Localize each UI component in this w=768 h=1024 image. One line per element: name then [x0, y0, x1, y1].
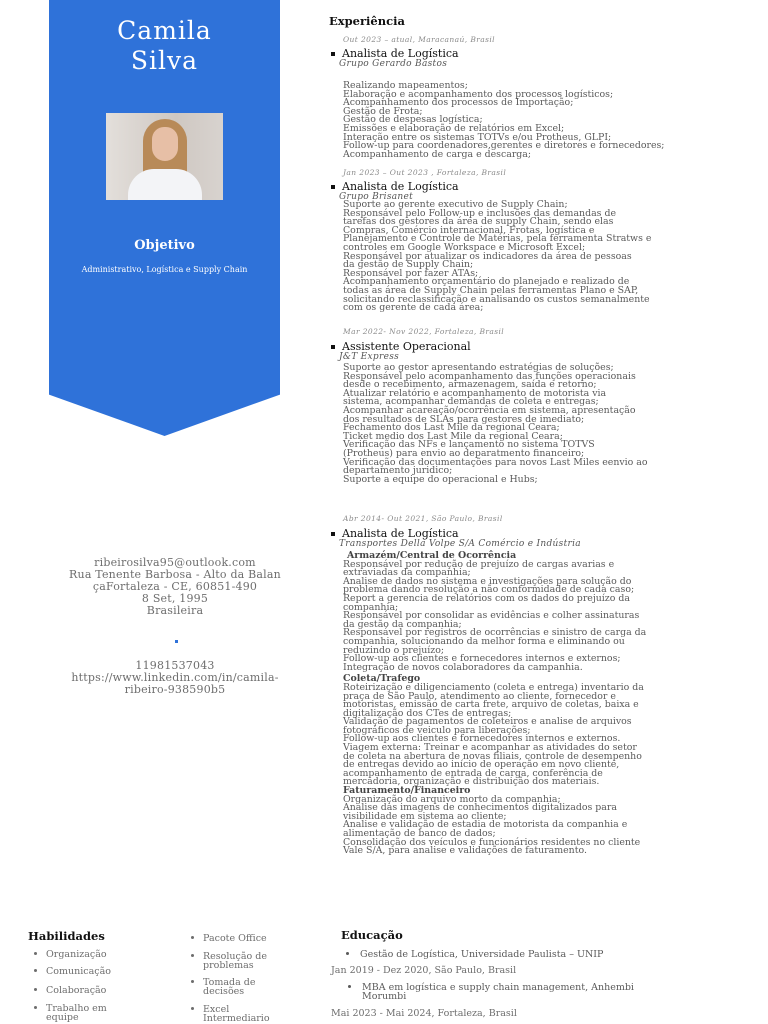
- skill-item: Organização: [46, 950, 107, 959]
- contact-address-line1: Rua Tenente Barbosa - Alto da Balan: [69, 568, 281, 581]
- job-meta: Mar 2022- Nov 2022, Fortaleza, Brasil: [343, 327, 505, 336]
- contact-linkedin-line2[interactable]: ribeiro-938590b5: [124, 683, 226, 696]
- job-title: Analista de Logística: [331, 180, 459, 193]
- contact-address-line2: çaFortaleza - CE, 60851-490: [92, 580, 258, 593]
- job-title: Analista de Logística: [331, 47, 459, 60]
- job-description: Armazém/Central de Ocorrência Responsável por redução de prejuízo de cargas avarias e extraviadas da companhia; Analise de dados no sistema e investigações para solução do problema dando resolução a não conformidade de cada caso; Report a gerencia de relatórios com os dados do prejuízo da companhia; Responsável por consolidar as evidências e colher assinaturas da gestão da companhia; Responsável por registros de ocorrências e sinistro de carga da companhia, solucionando da melhor forma e eliminando ou reduzindo o prejuízo; Follow-up aos clientes e fornecedores internos e externos; Integração de novos colaboradores da campanhia. Coleta/Trafego Roteirização e diligenciamento (coleta e entrega) inventario da praça de São Paulo, atendimento ao cliente, fornecedor e motoristas, emissão de carta frete, arquivo de coletas, baixa e digitalização dos CTes de entregas; Validação de pagamentos de coleteiros e analise de arquivos fotográficos de veiculo para liberações; Follow-up aos clientes e fornecedores internos e externos. Viagem externa: Treinar e acompanhar as atividades do setor de coleta na abertura de novas filiais, controle de desempenho de entregas devido ao início de operação em novo cliente, acompanhamento de entrada de carga, conferência de mercadoria, organização e distribuição dos materiais. Faturamento/Financeiro Organização do arquivo morto da companhia; Analise das imagens de conhecimentos digitalizados para visibilidade em sistema ao cliente; Analise e validação de estadia de motorista da companhia e alimentação de banco de dados; Consolidação dos veículos e funcionários residentes no cliente Vale S/A, para analise e validações de faturamento.: [343, 550, 647, 857]
- job-company: Grupo Brisanet: [339, 192, 414, 202]
- skill-item: Comunicação: [46, 967, 111, 976]
- skill-item: Pacote Office: [203, 934, 267, 943]
- job-meta: Abr 2014- Out 2021, São Paulo, Brasil: [343, 514, 503, 523]
- bullet-icon: [331, 345, 335, 349]
- skill-item: Excel: [203, 1005, 229, 1014]
- contact-birthdate: 8 Set, 1995: [141, 592, 209, 605]
- skill-item-cont: problemas: [203, 960, 254, 971]
- objective-title: Objetivo: [134, 238, 195, 253]
- skill-item: Tomada de: [203, 978, 255, 987]
- bullet-icon: [331, 185, 335, 189]
- experience-title: Experiência: [329, 14, 405, 28]
- job-title: Analista de Logística: [331, 527, 459, 540]
- skill-item-cont: equipe: [46, 1012, 79, 1023]
- first-name: Camila: [117, 16, 212, 45]
- last-name: Silva: [130, 46, 199, 75]
- skill-item: Resolução de: [203, 952, 267, 961]
- contact-email[interactable]: ribeirosilva95@outlook.com: [94, 556, 256, 569]
- skill-item: Colaboração: [46, 986, 106, 995]
- contact-phone[interactable]: 11981537043: [135, 659, 215, 672]
- job-company: Transportes Della Volpe S/A Comércio e Indústria: [339, 539, 581, 549]
- skill-item-cont: Intermediario: [203, 1013, 270, 1024]
- profile-photo: [106, 113, 223, 200]
- job-company: Grupo Gerardo Bastos: [339, 59, 448, 69]
- contact-nationality: Brasileira: [146, 604, 204, 617]
- bullet-icon: [331, 532, 335, 536]
- bullet-icon: [331, 52, 335, 56]
- education-item: MBA em logística e supply chain management, Anhembi: [362, 983, 634, 992]
- job-title: Assistente Operacional: [331, 340, 471, 353]
- education-date: Mai 2023 - Mai 2024, Fortaleza, Brasil: [331, 1008, 517, 1019]
- job-meta: Out 2023 – atual, Maracanaú, Brasil: [343, 35, 495, 44]
- skill-item: Trabalho em: [46, 1004, 107, 1013]
- job-description: Suporte ao gerente executivo de Supply Chain; Responsável pelo Follow-up e inclusões das demandas de tarefas dos gestores da área de supply Chain, sendo elas Compras, Comércio internacional, Frotas, logística e Planejamento e Controle de Matérias, pela ferramenta Stratws e controles em Google Workspace e Microsoft Excel; Responsável por atualizar os indicadores da área de pessoas da gestão de Supply Chain; Responsável por fazer ATAs; Acompanhamento orçamentário do planejado e realizado de todas as área de Supply Chain pelas ferramentas Plano e SAP, solicitando reclassificação e analisando os custos semanalmente com os gerente de cada área;: [343, 199, 652, 314]
- job-meta: Jan 2023 – Out 2023 , Fortaleza, Brasil: [343, 168, 507, 177]
- education-item: Gestão de Logística, Universidade Paulista – UNIP: [360, 950, 603, 959]
- job-description: Realizando mapeamentos; Elaboração e acompanhamento dos processos logísticos; Acompanhamento dos processos de Importação; Gestão de Frota; Gestão de despesas logística; Emissões e elaboração de relatórios em Excel; Interação entre os sistemas TOTVs e/ou Protheus, GLPI; Follow-up para coordenadores,gerentes e diretores e fornecedores; Acompanhamento de carga e descarga;: [343, 80, 665, 160]
- objective-text: Administrativo, Logística e Supply Chain: [81, 265, 248, 274]
- education-date: Jan 2019 - Dez 2020, São Paulo, Brasil: [331, 965, 517, 976]
- contact-linkedin-line1[interactable]: https://www.linkedin.com/in/camila-: [71, 671, 279, 684]
- skill-item-cont: decisões: [203, 986, 245, 997]
- education-item-cont: Morumbi: [362, 991, 407, 1002]
- job-company: J&T Express: [339, 352, 400, 362]
- skills-title: Habilidades: [28, 929, 105, 943]
- job-description: Suporte ao gestor apresentando estratégias de soluções; Responsável pelo acompanhamento das funções operacionais desde o recebimento, armazenagem, saída e retorno; Atualizar relatório e acompanhamento de motorista via sistema, acompanhar demandas de coleta e entregas; Acompanhar acareação/ocorrência em sistema, apresentação dos resultados de SLAs para gestores de imediato; Fechamento dos Last Mile da regional Ceara; Ticket medio dos Last Mile da regional Ceara; Verificação das NFs e lançamento no sistema TOTVS (Protheus) para envio ao deparatmento financeiro; Verificação das documentações para novos Last Miles eenvio ao departamento juridico; Suporte a equipe do operacional e Hubs;: [343, 362, 648, 485]
- education-title: Educação: [341, 928, 403, 942]
- separator-dot: [175, 640, 178, 643]
